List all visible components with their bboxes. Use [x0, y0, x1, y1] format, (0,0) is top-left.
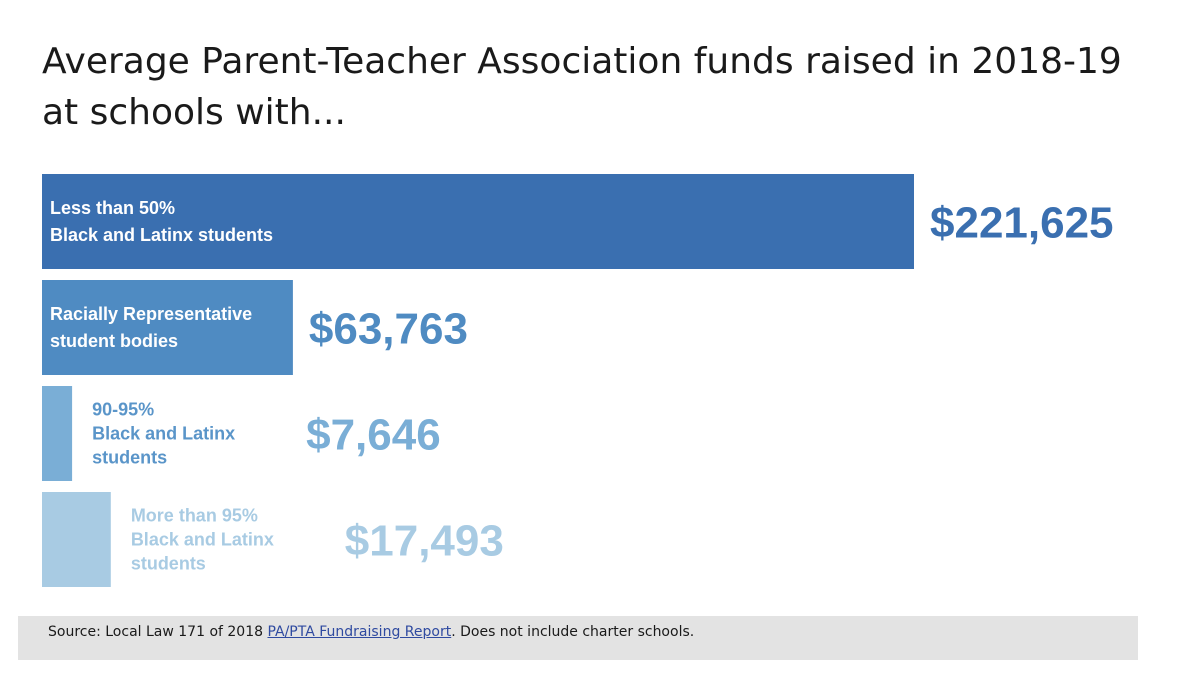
- value-label-4: $17,493: [344, 516, 504, 566]
- source-report-link[interactable]: PA/PTA Fundraising Report: [267, 624, 452, 640]
- value-label-2: $63,763: [308, 304, 468, 354]
- category-label-2: Racially Representative student bodies: [50, 304, 253, 351]
- category-label-3: 90-95% Black and Latinx students: [92, 399, 236, 468]
- category-label-1: Less than 50% Black and Latinx students: [50, 198, 274, 245]
- chart-title: Average Parent-Teacher Association funds raised in 2018-19 at schools with...: [42, 41, 1122, 133]
- value-label-1: $221,625: [930, 198, 1114, 248]
- source-suffix: . Does not include charter schools.: [451, 624, 695, 640]
- bar-3: [42, 386, 72, 481]
- source-note: [18, 616, 1138, 660]
- source-prefix: Source: Local Law 171 of 2018: [48, 624, 268, 640]
- bar-2: [42, 280, 293, 375]
- bar-1: [42, 174, 914, 269]
- category-label-4: More than 95% Black and Latinx students: [130, 505, 274, 574]
- value-label-3: $7,646: [306, 410, 441, 460]
- bar-4: [42, 492, 111, 587]
